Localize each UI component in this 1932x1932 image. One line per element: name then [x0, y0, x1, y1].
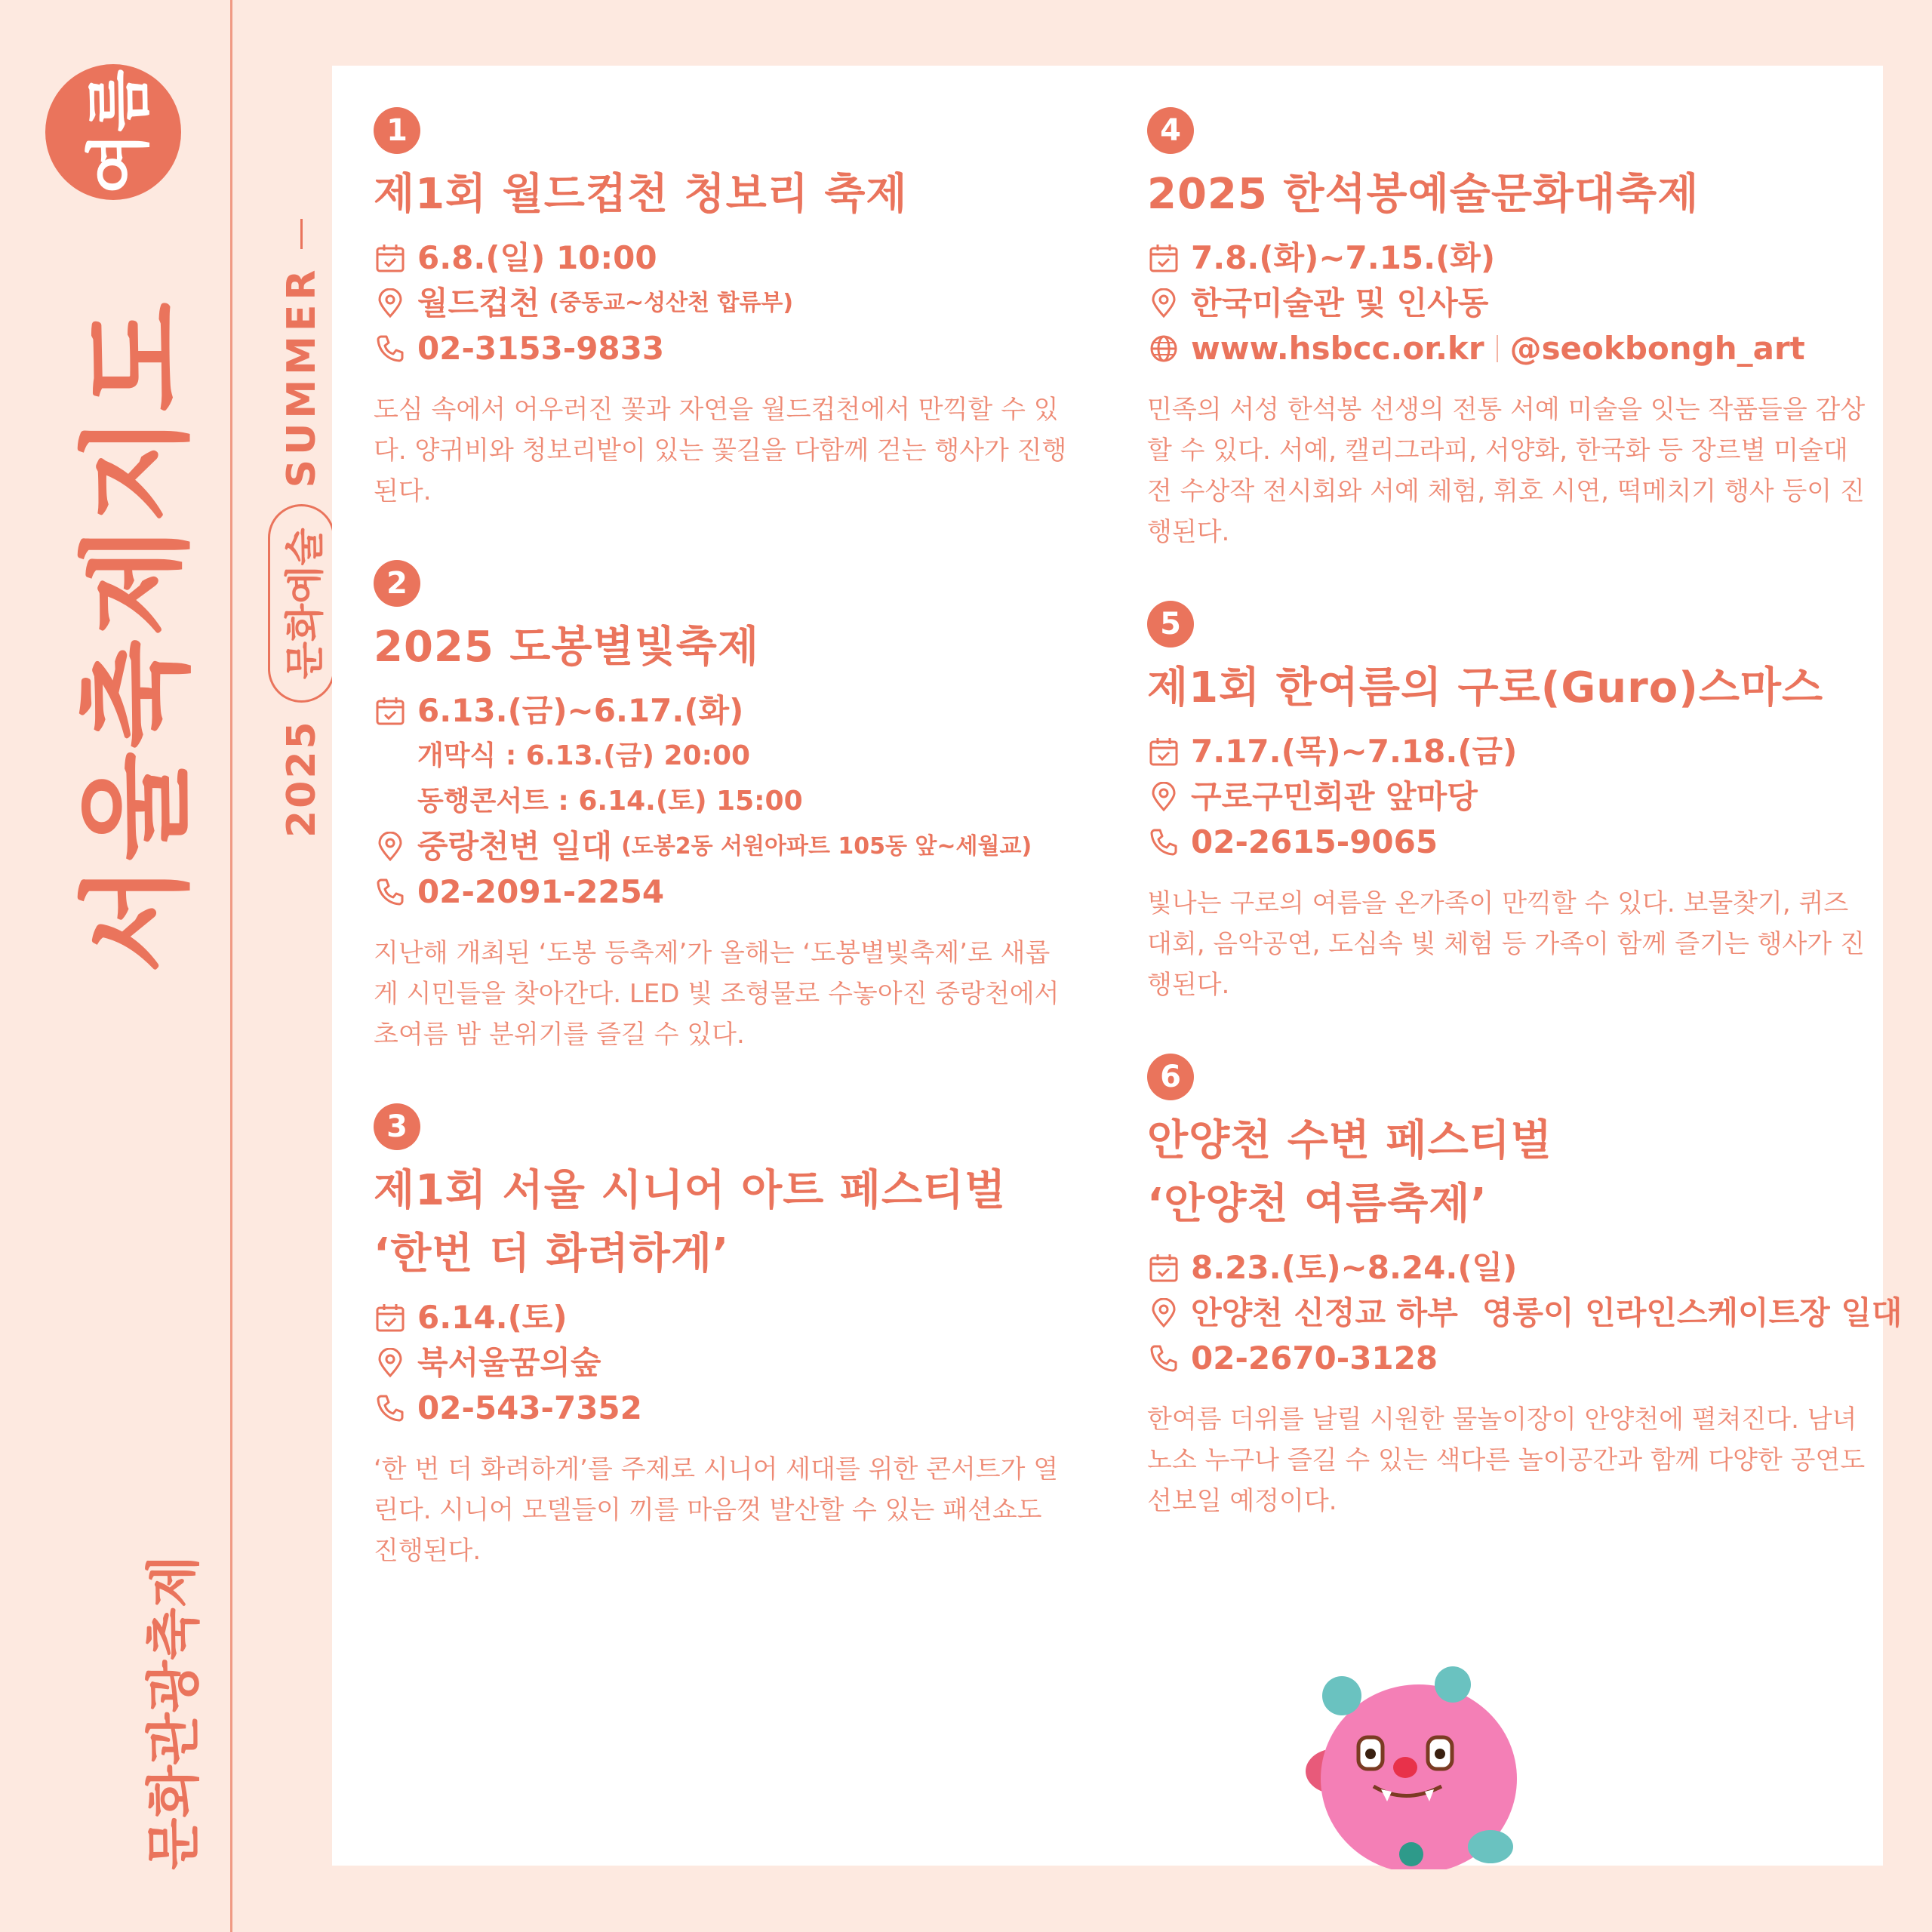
event-location: 구로구민회관 앞마당: [1147, 774, 1872, 820]
event-description: 빛나는 구로의 여름을 온가족이 만끽할 수 있다. 보물찾기, 퀴즈대회, 음악공연, 도심속 빛 체험 등 가족이 함께 즐기는 행사가 진행된다.: [1147, 888, 1865, 1000]
event-description: 도심 속에서 어우러진 꽃과 자연을 월드컵천에서 만끽할 수 있다. 양귀비와 청보리밭이 있는 꽃길을 다함께 걷는 행사가 진행된다.: [374, 395, 1067, 506]
mascot-illustration: [1298, 1658, 1540, 1869]
pin-icon: [374, 287, 407, 320]
event-phone: 02-2615-9065: [1147, 820, 1872, 865]
event-title: 2025 한석봉예술문화대축제: [1147, 170, 1700, 219]
separator: [1497, 335, 1498, 362]
calendar-icon: [1147, 1251, 1180, 1284]
pin-icon: [1147, 287, 1180, 320]
event-1: [374, 107, 1068, 512]
calendar-icon: [374, 694, 407, 728]
events-column-right: [1147, 107, 1903, 1521]
event-subtitle: ‘안양천 여름축제’: [1147, 1180, 1487, 1229]
event-number: 3: [374, 1103, 420, 1150]
calendar-icon: [374, 1301, 407, 1334]
event-description: 민족의 서성 한석봉 선생의 전통 서예 미술을 잇는 작품들을 감상할 수 있다. 서예, 캘리그라피, 서양화, 한국화 등 장르별 미술대전 수상작 전시회와 서예 체험, 휘호 시연, 떡메치기 행사 등이 진행된다.: [1147, 395, 1866, 547]
event-title: 제1회 서울 시니어 아트 페스티벌: [374, 1166, 1007, 1215]
events-panel: [332, 66, 1903, 1866]
calendar-icon: [1147, 735, 1180, 768]
event-description: ‘한 번 더 화려하게’를 주제로 시니어 세대를 위한 콘서트가 열린다. 시니어 모델들이 끼를 마음껏 발산할 수 있는 패션쇼도 진행된다.: [374, 1454, 1059, 1566]
phone-icon: [1147, 1342, 1180, 1375]
event-description: 지난해 개최된 ‘도봉 등축제’가 올해는 ‘도봉별빛축제’로 새롭게 시민들을 찾아간다. LED 빛 조형물로 수놓아진 중랑천에서 초여름 밤 분위기를 즐길 수 있다.: [374, 938, 1060, 1050]
event-number: 4: [1147, 107, 1194, 154]
calendar-icon: [374, 242, 407, 275]
side-footer: 문화관광축제: [142, 1555, 205, 1870]
calendar-icon: [1147, 242, 1180, 275]
event-location: 북서울꿈의숲: [374, 1340, 1068, 1386]
event-title: 제1회 월드컵천 청보리 축제: [374, 170, 908, 219]
pin-icon: [374, 830, 407, 863]
events-column-left: [374, 107, 1068, 1571]
event-sub-date: 개막식 : 6.13.(금) 20:00: [417, 740, 751, 771]
event-4: [1147, 107, 1872, 552]
event-phone: 02-3153-9833: [374, 326, 1068, 371]
event-web: [1147, 326, 1872, 371]
event-3: [374, 1103, 1068, 1571]
brand-title: 서울축제지도: [72, 299, 203, 974]
pin-icon: [1147, 1297, 1180, 1330]
event-6: [1147, 1054, 1903, 1521]
event-5: [1147, 601, 1872, 1005]
pin-icon: [1147, 780, 1180, 814]
event-title: 2025 도봉별빛축제: [374, 623, 759, 672]
event-date: 7.8.(화)~7.15.(화): [1147, 235, 1872, 281]
event-location: 한국미술관 및 인사동: [1147, 281, 1872, 326]
season-en-label: SUMMER: [278, 265, 325, 488]
event-number: 2: [374, 560, 420, 607]
phone-icon: [374, 1392, 407, 1425]
subtitle-rule: [300, 219, 303, 249]
phone-icon: [374, 332, 407, 365]
year-label: 2025: [278, 719, 325, 838]
instagram-handle[interactable]: @seokbongh_art: [1509, 330, 1805, 367]
side-subtitle: [268, 219, 335, 838]
event-phone: 02-2670-3128: [1147, 1336, 1872, 1381]
event-date: 6.14.(토): [374, 1295, 1068, 1340]
phone-icon: [1147, 826, 1180, 859]
event-date: 7.17.(목)~7.18.(금): [1147, 729, 1872, 774]
website-link[interactable]: www.hsbcc.or.kr: [1191, 330, 1484, 367]
phone-icon: [374, 875, 407, 909]
event-phone: 02-2091-2254: [374, 869, 1068, 915]
globe-icon: [1147, 332, 1180, 365]
event-2: [374, 560, 1068, 1055]
event-title: 안양천 수변 페스티벌: [1147, 1116, 1552, 1165]
event-title: 제1회 한여름의 구로(Guro)스마스: [1147, 663, 1824, 712]
event-date: 6.13.(금)~6.17.(화): [374, 688, 1068, 734]
event-description: 한여름 더위를 날릴 시원한 물놀이장이 안양천에 펼쳐진다. 남녀노소 누구나 즐길 수 있는 색다른 놀이공간과 함께 다양한 공연도 선보일 예정이다.: [1147, 1404, 1866, 1516]
event-number: 6: [1147, 1054, 1194, 1100]
event-location: 중랑천변 일대 (도봉2동 서원아파트 105동 앞~세월교): [374, 824, 1068, 869]
event-sub-date: 동행콘서트 : 6.14.(토) 15:00: [417, 786, 803, 817]
event-date: 8.23.(토)~8.24.(일): [1147, 1245, 1872, 1291]
pin-icon: [374, 1346, 407, 1380]
event-location: 안양천 신정교 하부 영롱이 인라인스케이트장 일대: [1147, 1291, 1872, 1336]
category-pill: 문화예술: [268, 504, 335, 703]
event-phone: 02-543-7352: [374, 1386, 1068, 1431]
event-number: 5: [1147, 601, 1194, 648]
side-divider: [230, 0, 232, 1932]
event-location: 월드컵천 (중동교~성산천 합류부): [374, 281, 1068, 326]
season-badge: 여름: [45, 64, 181, 200]
event-number: 1: [374, 107, 420, 154]
event-subtitle: ‘한번 더 화려하게’: [374, 1229, 730, 1278]
event-date: 6.8.(일) 10:00: [374, 235, 1068, 281]
